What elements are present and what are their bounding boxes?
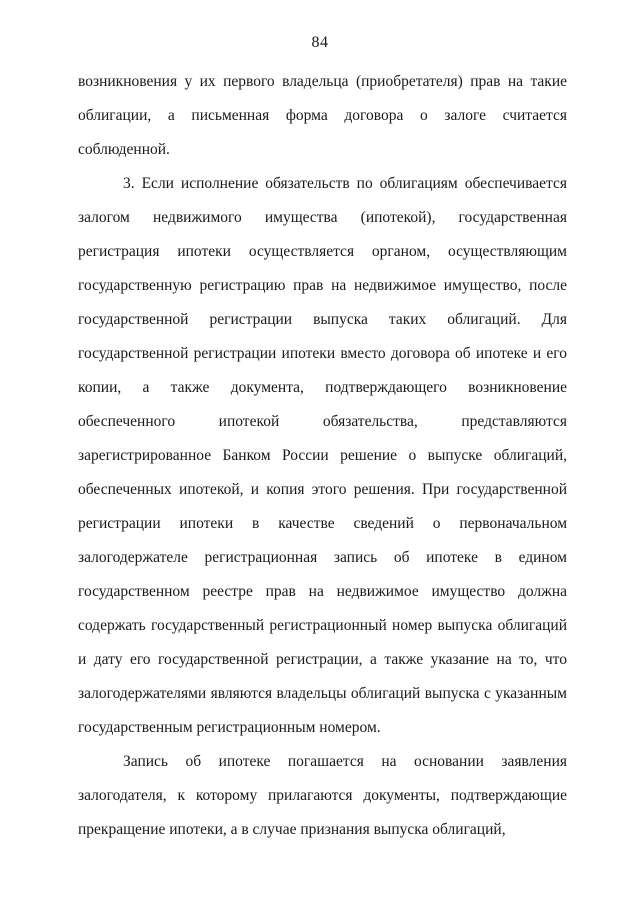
document-body: [78, 65, 567, 847]
paragraph-continuation: возникновения у их первого владельца (приобретателя) прав на такие облигации, а письменная форма договора о залоге считается соблюденной.: [78, 73, 567, 158]
paragraph-section-3: 3. Если исполнение обязательств по облигациям обеспечивается залогом недвижимого имущества (ипотекой), государственная регистрация ипотеки осуществляется органом, осуществляющим государственную регистрацию прав на недвижимое имущество, после государственной регистрации выпуска таких облигаций. Для государственной регистрации ипотеки вместо договора об ипотеке и его копии, а также документа, подтверждающего возникновение обеспеченного ипотекой обязательства, представляются зарегистрированное Банком России решение о выпуске облигаций, обеспеченных ипотекой, и копия этого решения. При государственной регистрации ипотеки в качестве сведений о первоначальном залогодержателе регистрационная запись об ипотеке в едином государственном реестре прав на недвижимое имущество должна содержать государственный регистрационный номер выпуска облигаций и дату его государственной регистрации, а также указание на то, что залогодержателями являются владельцы облигаций выпуска с указанным государственным регистрационным номером.: [78, 175, 567, 736]
page-number: 84: [311, 34, 329, 51]
paragraph-mortgage-record: Запись об ипотеке погашается на основании заявления залогодателя, к которому прилагаются документы, подтверждающие прекращение ипотеки, а в случае признания выпуска облигаций,: [78, 753, 567, 838]
